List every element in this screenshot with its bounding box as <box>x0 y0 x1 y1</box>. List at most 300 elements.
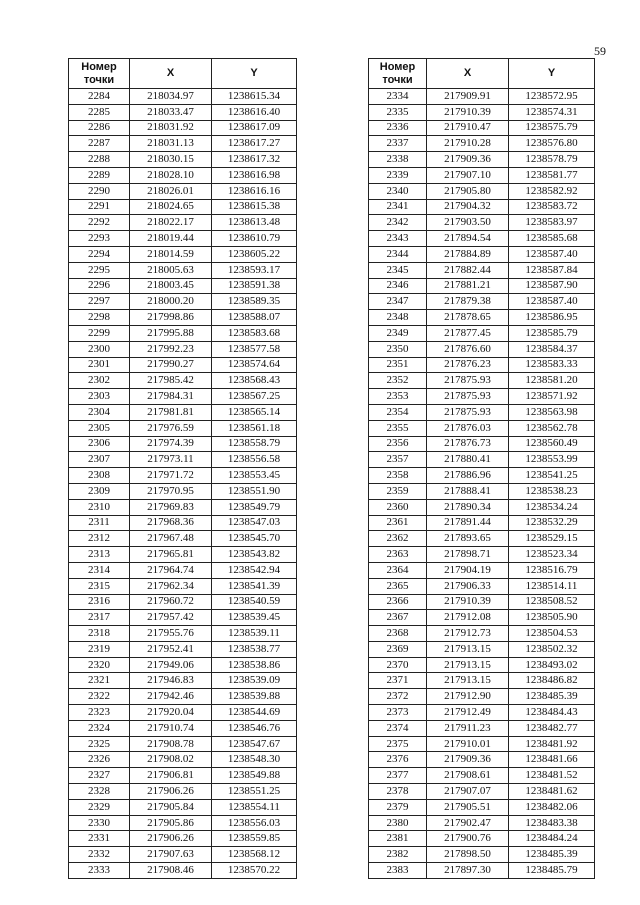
y-coordinate-cell: 1238613.48 <box>212 215 297 231</box>
point-number-cell: 2307 <box>69 452 130 468</box>
y-coordinate-cell: 1238532.29 <box>509 515 595 531</box>
point-number-cell: 2298 <box>69 310 130 326</box>
point-number-cell: 2353 <box>369 389 427 405</box>
coordinates-table-right <box>368 58 595 879</box>
table-header-row <box>69 59 297 89</box>
table-row <box>69 357 297 373</box>
x-coordinate-cell: 217955.76 <box>130 626 212 642</box>
y-coordinate-cell: 1238553.45 <box>212 468 297 484</box>
point-header-line2: точки <box>83 73 115 86</box>
table-row <box>69 547 297 563</box>
y-coordinate-cell: 1238484.24 <box>509 831 595 847</box>
x-coordinate-cell: 217990.27 <box>130 357 212 373</box>
table-row <box>369 215 595 231</box>
table-row <box>369 752 595 768</box>
x-coordinate-cell: 217894.54 <box>427 231 509 247</box>
point-number-header <box>369 59 427 89</box>
y-coordinate-cell: 1238575.79 <box>509 120 595 136</box>
x-coordinate-cell: 217878.65 <box>427 310 509 326</box>
table-row <box>369 341 595 357</box>
y-coordinate-cell: 1238587.84 <box>509 262 595 278</box>
page-number: 59 <box>594 44 606 58</box>
table-row <box>369 246 595 262</box>
table-row <box>69 136 297 152</box>
table-row <box>369 310 595 326</box>
y-coordinate-cell: 1238486.82 <box>509 673 595 689</box>
y-coordinate-cell: 1238484.43 <box>509 705 595 721</box>
x-coordinate-cell: 217875.93 <box>427 373 509 389</box>
table-row <box>69 246 297 262</box>
y-coordinate-cell: 1238615.34 <box>212 89 297 105</box>
table-row <box>369 768 595 784</box>
y-coordinate-cell: 1238556.58 <box>212 452 297 468</box>
y-coordinate-cell: 1238570.22 <box>212 863 297 879</box>
point-number-cell: 2308 <box>69 468 130 484</box>
point-number-cell: 2289 <box>69 167 130 183</box>
point-number-cell: 2348 <box>369 310 427 326</box>
y-coordinate-cell: 1238593.17 <box>212 262 297 278</box>
table-row <box>369 152 595 168</box>
point-number-cell: 2340 <box>369 183 427 199</box>
point-number-cell: 2375 <box>369 736 427 752</box>
point-number-cell: 2295 <box>69 262 130 278</box>
y-coordinate-cell: 1238485.79 <box>509 863 595 879</box>
point-number-cell: 2347 <box>369 294 427 310</box>
table-row <box>369 89 595 105</box>
table-row <box>69 594 297 610</box>
y-coordinate-cell: 1238583.33 <box>509 357 595 373</box>
table-row <box>369 120 595 136</box>
point-number-cell: 2329 <box>69 799 130 815</box>
x-coordinate-cell: 217888.41 <box>427 483 509 499</box>
table-row <box>69 215 297 231</box>
x-coordinate-cell: 217881.21 <box>427 278 509 294</box>
point-number-cell: 2356 <box>369 436 427 452</box>
x-coordinate-cell: 217898.71 <box>427 547 509 563</box>
x-coordinate-cell: 217910.39 <box>427 594 509 610</box>
point-number-cell: 2296 <box>69 278 130 294</box>
point-number-cell: 2317 <box>69 610 130 626</box>
x-coordinate-cell: 217981.81 <box>130 404 212 420</box>
point-number-cell: 2361 <box>369 515 427 531</box>
point-number-cell: 2321 <box>69 673 130 689</box>
x-coordinate-cell: 217879.38 <box>427 294 509 310</box>
x-coordinate-cell: 218019.44 <box>130 231 212 247</box>
y-coordinate-cell: 1238529.15 <box>509 531 595 547</box>
y-coordinate-cell: 1238617.09 <box>212 120 297 136</box>
y-coordinate-cell: 1238610.79 <box>212 231 297 247</box>
table-row <box>69 626 297 642</box>
table-row <box>369 562 595 578</box>
x-coordinate-cell: 217906.81 <box>130 768 212 784</box>
table-row <box>69 815 297 831</box>
point-number-cell: 2370 <box>369 657 427 673</box>
x-coordinate-cell: 217910.39 <box>427 104 509 120</box>
y-coordinate-cell: 1238547.03 <box>212 515 297 531</box>
x-coordinate-cell: 217877.45 <box>427 325 509 341</box>
point-number-cell: 2318 <box>69 626 130 642</box>
x-coordinate-cell: 217952.41 <box>130 641 212 657</box>
table-row <box>69 736 297 752</box>
table-row <box>69 720 297 736</box>
y-coordinate-cell: 1238483.38 <box>509 815 595 831</box>
x-coordinate-cell: 217910.01 <box>427 736 509 752</box>
point-number-cell: 2344 <box>369 246 427 262</box>
table-row <box>69 167 297 183</box>
x-coordinate-cell: 218034.97 <box>130 89 212 105</box>
x-coordinate-cell: 217875.93 <box>427 404 509 420</box>
table-row <box>369 705 595 721</box>
point-header-line1: Номер <box>379 60 416 73</box>
x-coordinate-cell: 217968.36 <box>130 515 212 531</box>
x-coordinate-cell: 217905.80 <box>427 183 509 199</box>
point-number-cell: 2382 <box>369 847 427 863</box>
x-coordinate-cell: 218033.47 <box>130 104 212 120</box>
x-coordinate-cell: 217920.04 <box>130 705 212 721</box>
point-number-cell: 2322 <box>69 689 130 705</box>
x-coordinate-cell: 217882.44 <box>427 262 509 278</box>
point-number-cell: 2342 <box>369 215 427 231</box>
y-coordinate-cell: 1238563.98 <box>509 404 595 420</box>
table-row <box>69 404 297 420</box>
y-header: Y <box>212 59 297 89</box>
table-row <box>369 547 595 563</box>
x-coordinate-cell: 217907.07 <box>427 784 509 800</box>
y-coordinate-cell: 1238534.24 <box>509 499 595 515</box>
point-number-cell: 2319 <box>69 641 130 657</box>
x-coordinate-cell: 217964.74 <box>130 562 212 578</box>
table-row <box>369 815 595 831</box>
x-coordinate-cell: 217909.36 <box>427 752 509 768</box>
y-coordinate-cell: 1238539.88 <box>212 689 297 705</box>
x-coordinate-cell: 217957.42 <box>130 610 212 626</box>
y-coordinate-cell: 1238523.34 <box>509 547 595 563</box>
x-coordinate-cell: 217875.93 <box>427 389 509 405</box>
y-coordinate-cell: 1238581.77 <box>509 167 595 183</box>
x-coordinate-cell: 217911.23 <box>427 720 509 736</box>
point-number-cell: 2372 <box>369 689 427 705</box>
x-coordinate-cell: 217904.32 <box>427 199 509 215</box>
table-row <box>369 231 595 247</box>
table-row <box>69 183 297 199</box>
point-number-cell: 2312 <box>69 531 130 547</box>
x-coordinate-cell: 217942.46 <box>130 689 212 705</box>
y-coordinate-cell: 1238481.62 <box>509 784 595 800</box>
x-coordinate-cell: 217973.11 <box>130 452 212 468</box>
y-coordinate-cell: 1238571.92 <box>509 389 595 405</box>
table-row <box>369 515 595 531</box>
point-number-cell: 2284 <box>69 89 130 105</box>
point-number-cell: 2343 <box>369 231 427 247</box>
y-coordinate-cell: 1238541.39 <box>212 578 297 594</box>
x-coordinate-cell: 217976.59 <box>130 420 212 436</box>
x-coordinate-cell: 217913.15 <box>427 657 509 673</box>
table-row <box>69 468 297 484</box>
x-coordinate-cell: 217912.90 <box>427 689 509 705</box>
table-row <box>369 847 595 863</box>
y-coordinate-cell: 1238543.82 <box>212 547 297 563</box>
point-number-cell: 2381 <box>369 831 427 847</box>
point-number-header <box>69 59 130 89</box>
table-header-row <box>369 59 595 89</box>
x-coordinate-cell: 217998.86 <box>130 310 212 326</box>
point-number-cell: 2332 <box>69 847 130 863</box>
table-row <box>69 863 297 879</box>
table-row <box>369 610 595 626</box>
y-coordinate-cell: 1238576.80 <box>509 136 595 152</box>
y-coordinate-cell: 1238585.79 <box>509 325 595 341</box>
x-coordinate-cell: 218000.20 <box>130 294 212 310</box>
table-row <box>369 626 595 642</box>
point-number-cell: 2306 <box>69 436 130 452</box>
y-coordinate-cell: 1238583.68 <box>212 325 297 341</box>
y-coordinate-cell: 1238538.77 <box>212 641 297 657</box>
point-number-cell: 2339 <box>369 167 427 183</box>
table-row <box>369 483 595 499</box>
x-coordinate-cell: 217910.74 <box>130 720 212 736</box>
y-coordinate-cell: 1238514.11 <box>509 578 595 594</box>
x-coordinate-cell: 217995.88 <box>130 325 212 341</box>
x-coordinate-cell: 217992.23 <box>130 341 212 357</box>
point-number-cell: 2383 <box>369 863 427 879</box>
point-number-cell: 2357 <box>369 452 427 468</box>
x-coordinate-cell: 217967.48 <box>130 531 212 547</box>
table-row <box>69 262 297 278</box>
x-coordinate-cell: 217893.65 <box>427 531 509 547</box>
x-coordinate-cell: 217876.73 <box>427 436 509 452</box>
table-row <box>69 341 297 357</box>
table-row <box>369 689 595 705</box>
point-number-cell: 2350 <box>369 341 427 357</box>
point-number-cell: 2333 <box>69 863 130 879</box>
point-number-cell: 2377 <box>369 768 427 784</box>
y-coordinate-cell: 1238546.76 <box>212 720 297 736</box>
table-row <box>69 799 297 815</box>
x-coordinate-cell: 218024.65 <box>130 199 212 215</box>
y-coordinate-cell: 1238568.43 <box>212 373 297 389</box>
table-row <box>369 389 595 405</box>
x-coordinate-cell: 217897.30 <box>427 863 509 879</box>
y-coordinate-cell: 1238588.07 <box>212 310 297 326</box>
x-coordinate-cell: 217906.33 <box>427 578 509 594</box>
point-number-cell: 2374 <box>369 720 427 736</box>
point-number-cell: 2379 <box>369 799 427 815</box>
x-coordinate-cell: 218005.63 <box>130 262 212 278</box>
point-number-cell: 2331 <box>69 831 130 847</box>
point-number-cell: 2363 <box>369 547 427 563</box>
y-coordinate-cell: 1238551.25 <box>212 784 297 800</box>
x-coordinate-cell: 217946.83 <box>130 673 212 689</box>
y-coordinate-cell: 1238567.25 <box>212 389 297 405</box>
table-row <box>369 357 595 373</box>
y-coordinate-cell: 1238558.79 <box>212 436 297 452</box>
point-number-cell: 2359 <box>369 483 427 499</box>
y-coordinate-cell: 1238617.32 <box>212 152 297 168</box>
table-row <box>369 167 595 183</box>
x-coordinate-cell: 217890.34 <box>427 499 509 515</box>
table-row <box>369 278 595 294</box>
x-coordinate-cell: 217971.72 <box>130 468 212 484</box>
table-row <box>69 673 297 689</box>
point-number-cell: 2291 <box>69 199 130 215</box>
point-number-cell: 2287 <box>69 136 130 152</box>
point-number-cell: 2365 <box>369 578 427 594</box>
y-coordinate-cell: 1238485.39 <box>509 689 595 705</box>
coordinates-table-left <box>68 58 297 879</box>
point-number-cell: 2285 <box>69 104 130 120</box>
table-row <box>69 278 297 294</box>
table-row <box>69 325 297 341</box>
point-number-cell: 2371 <box>369 673 427 689</box>
point-number-cell: 2293 <box>69 231 130 247</box>
point-number-cell: 2334 <box>369 89 427 105</box>
point-number-cell: 2338 <box>369 152 427 168</box>
x-coordinate-cell: 218022.17 <box>130 215 212 231</box>
table-row <box>369 104 595 120</box>
y-coordinate-cell: 1238574.64 <box>212 357 297 373</box>
y-coordinate-cell: 1238587.40 <box>509 294 595 310</box>
table-row <box>69 436 297 452</box>
x-coordinate-cell: 217876.03 <box>427 420 509 436</box>
y-coordinate-cell: 1238589.35 <box>212 294 297 310</box>
x-coordinate-cell: 217912.49 <box>427 705 509 721</box>
point-number-cell: 2360 <box>369 499 427 515</box>
table-row <box>369 452 595 468</box>
y-coordinate-cell: 1238584.37 <box>509 341 595 357</box>
table-row <box>369 657 595 673</box>
point-number-cell: 2376 <box>369 752 427 768</box>
y-coordinate-cell: 1238541.25 <box>509 468 595 484</box>
point-number-cell: 2326 <box>69 752 130 768</box>
x-coordinate-cell: 217898.50 <box>427 847 509 863</box>
table-row <box>369 863 595 879</box>
point-number-cell: 2330 <box>69 815 130 831</box>
point-number-cell: 2355 <box>369 420 427 436</box>
table-row <box>69 831 297 847</box>
x-coordinate-cell: 217909.36 <box>427 152 509 168</box>
point-number-cell: 2325 <box>69 736 130 752</box>
x-coordinate-cell: 217910.28 <box>427 136 509 152</box>
y-coordinate-cell: 1238585.68 <box>509 231 595 247</box>
y-coordinate-cell: 1238502.32 <box>509 641 595 657</box>
y-coordinate-cell: 1238616.16 <box>212 183 297 199</box>
point-number-cell: 2288 <box>69 152 130 168</box>
table-row <box>369 325 595 341</box>
y-coordinate-cell: 1238560.49 <box>509 436 595 452</box>
table-row <box>369 420 595 436</box>
table-row <box>69 420 297 436</box>
y-coordinate-cell: 1238549.79 <box>212 499 297 515</box>
table-row <box>69 578 297 594</box>
y-coordinate-cell: 1238542.94 <box>212 562 297 578</box>
x-coordinate-cell: 218014.59 <box>130 246 212 262</box>
y-coordinate-cell: 1238605.22 <box>212 246 297 262</box>
y-coordinate-cell: 1238577.58 <box>212 341 297 357</box>
point-number-cell: 2327 <box>69 768 130 784</box>
y-coordinate-cell: 1238505.90 <box>509 610 595 626</box>
point-number-cell: 2297 <box>69 294 130 310</box>
x-coordinate-cell: 217908.61 <box>427 768 509 784</box>
point-number-cell: 2309 <box>69 483 130 499</box>
x-coordinate-cell: 218003.45 <box>130 278 212 294</box>
y-coordinate-cell: 1238545.70 <box>212 531 297 547</box>
y-coordinate-cell: 1238493.02 <box>509 657 595 673</box>
table-row <box>369 594 595 610</box>
y-coordinate-cell: 1238587.90 <box>509 278 595 294</box>
point-number-cell: 2337 <box>369 136 427 152</box>
x-coordinate-cell: 217891.44 <box>427 515 509 531</box>
table-row <box>69 499 297 515</box>
x-coordinate-cell: 218028.10 <box>130 167 212 183</box>
table-row <box>69 610 297 626</box>
point-header-line1: Номер <box>81 60 117 73</box>
y-coordinate-cell: 1238539.11 <box>212 626 297 642</box>
point-number-cell: 2373 <box>369 705 427 721</box>
y-coordinate-cell: 1238616.40 <box>212 104 297 120</box>
point-number-cell: 2304 <box>69 404 130 420</box>
x-coordinate-cell: 217960.72 <box>130 594 212 610</box>
x-coordinate-cell: 217907.63 <box>130 847 212 863</box>
table-row <box>69 231 297 247</box>
y-coordinate-cell: 1238481.92 <box>509 736 595 752</box>
y-coordinate-cell: 1238539.09 <box>212 673 297 689</box>
x-coordinate-cell: 218031.13 <box>130 136 212 152</box>
table-row <box>369 736 595 752</box>
table-row <box>69 294 297 310</box>
x-coordinate-cell: 218031.92 <box>130 120 212 136</box>
table-row <box>69 515 297 531</box>
y-coordinate-cell: 1238539.45 <box>212 610 297 626</box>
table-row <box>69 389 297 405</box>
table-row <box>69 784 297 800</box>
y-coordinate-cell: 1238565.14 <box>212 404 297 420</box>
y-coordinate-cell: 1238562.78 <box>509 420 595 436</box>
x-header: X <box>427 59 509 89</box>
y-coordinate-cell: 1238551.90 <box>212 483 297 499</box>
y-header: Y <box>509 59 595 89</box>
x-coordinate-cell: 217886.96 <box>427 468 509 484</box>
point-number-cell: 2301 <box>69 357 130 373</box>
point-number-cell: 2366 <box>369 594 427 610</box>
x-coordinate-cell: 217906.26 <box>130 784 212 800</box>
point-number-cell: 2324 <box>69 720 130 736</box>
y-coordinate-cell: 1238538.23 <box>509 483 595 499</box>
y-coordinate-cell: 1238617.27 <box>212 136 297 152</box>
point-number-cell: 2380 <box>369 815 427 831</box>
table-row <box>69 705 297 721</box>
point-number-cell: 2311 <box>69 515 130 531</box>
x-coordinate-cell: 217905.51 <box>427 799 509 815</box>
point-number-cell: 2323 <box>69 705 130 721</box>
table-row <box>69 689 297 705</box>
y-coordinate-cell: 1238582.92 <box>509 183 595 199</box>
point-number-cell: 2345 <box>369 262 427 278</box>
table-row <box>69 152 297 168</box>
x-coordinate-cell: 217913.15 <box>427 641 509 657</box>
y-coordinate-cell: 1238549.88 <box>212 768 297 784</box>
table-row <box>69 120 297 136</box>
point-number-cell: 2352 <box>369 373 427 389</box>
point-number-cell: 2294 <box>69 246 130 262</box>
y-coordinate-cell: 1238516.79 <box>509 562 595 578</box>
table-row <box>369 468 595 484</box>
y-coordinate-cell: 1238482.06 <box>509 799 595 815</box>
y-coordinate-cell: 1238548.30 <box>212 752 297 768</box>
x-coordinate-cell: 217913.15 <box>427 673 509 689</box>
point-number-cell: 2349 <box>369 325 427 341</box>
table-row <box>369 578 595 594</box>
table-row <box>369 262 595 278</box>
